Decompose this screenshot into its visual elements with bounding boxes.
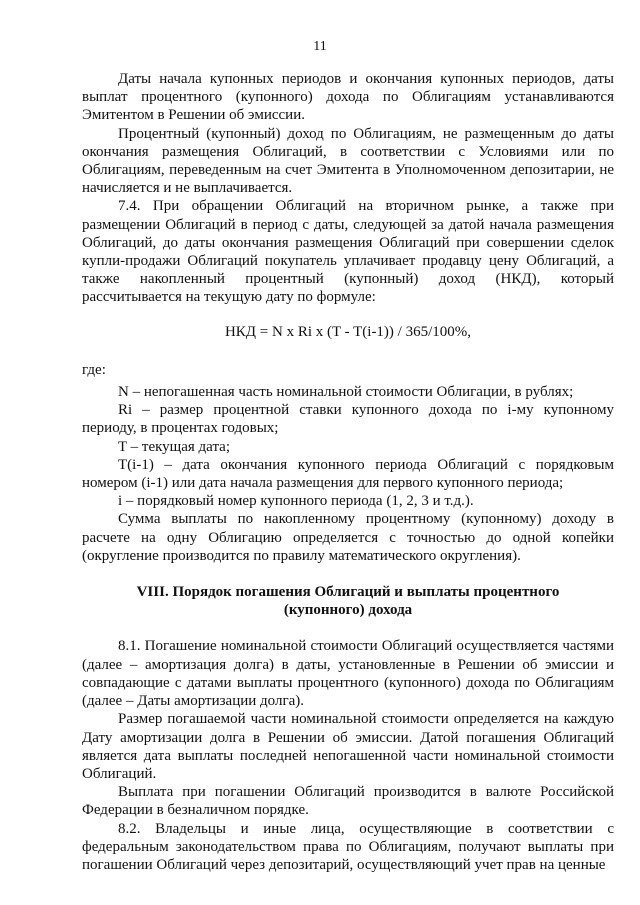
paragraph-8-2: 8.2. Владельцы и иные лица, осуществляющие в соответствии с федеральным законодательством права по Облигациям, получают выплаты при погашении Облигаций через депозитарий, осуществляющий учет прав на ценные	[82, 820, 614, 873]
section-heading-line1: VIII. Порядок погашения Облигаций и выплаты процентного	[136, 584, 560, 601]
paragraph-currency: Выплата при погашении Облигаций производится в валюте Российской Федерации в безналичном порядке.	[82, 784, 614, 819]
definition-i: i – порядковый номер купонного периода (1, 2, 3 и т.д.).	[118, 493, 474, 510]
paragraph-coupon-not-accrued: Процентный (купонный) доход по Облигациям, не размещенным до даты окончания размещения Облигаций, в соответствии с Условиями или по Облигациям, переведенным на счет Эмитента в Уполномоченном депозитарии, не начисляется и не выплачивается.	[82, 125, 614, 197]
paragraph-amortization-size: Размер погашаемой части номинальной стоимости определяется на каждую Дату амортизации долга в Решении об эмиссии. Датой погашения Облигаций является дата выплаты последней непогашенной части номинальной стоимости Облигаций.	[82, 711, 614, 782]
definition-t-prev: T(i-1) – дата окончания купонного периода Облигаций с порядковым номером (i-1) или дата начала размещения для первого купонного периода;	[82, 456, 614, 492]
nkd-formula: НКД = N x Ri x (T - T(i-1)) / 365/100%,	[224, 323, 472, 340]
definition-t: T – текущая дата;	[118, 438, 231, 455]
definition-ri: Ri – размер процентной ставки купонного дохода по i-му купонному периоду, в процентах годовых;	[82, 402, 614, 437]
where-label: где:	[82, 361, 106, 378]
paragraph-8-1: 8.1. Погашение номинальной стоимости Облигаций осуществляется частями (далее – амортизация долга) в даты, установленные в Решении об эмиссии и совпадающие с датами выплаты процентного (купонного) дохода по Облигациям (далее – Даты амортизации долга).	[82, 638, 614, 710]
section-heading	[82, 583, 614, 619]
definition-n: N – непогашенная часть номинальной стоимости Облигации, в рублях;	[118, 384, 574, 401]
document-body	[82, 70, 614, 874]
paragraph-7-4: 7.4. При обращении Облигаций на вторичном рынке, а также при размещении Облигаций в период с даты, следующей за датой начала размещения Облигаций, до даты окончания размещения Облигаций при совершении сделок купли-продажи Облигаций покупатель уплачивает продавцу цену Облигаций, а также накопленный процентный (купонный) доход (НКД), который рассчитывается на текущую дату по формуле:	[82, 198, 614, 306]
paragraph-coupon-dates: Даты начала купонных периодов и окончания купонных периодов, даты выплат процентного (купонного) дохода по Облигациям устанавливаются Эмитентом в Решении об эмиссии.	[82, 71, 614, 124]
section-heading-line2: (купонного) дохода	[283, 602, 413, 619]
paragraph-rounding: Сумма выплаты по накопленному процентному (купонному) доходу в расчете на одну Облигацию определяется с точностью до одной копейки (округление производится по правилу математического округления).	[82, 511, 614, 564]
page-number: 11	[313, 39, 327, 54]
